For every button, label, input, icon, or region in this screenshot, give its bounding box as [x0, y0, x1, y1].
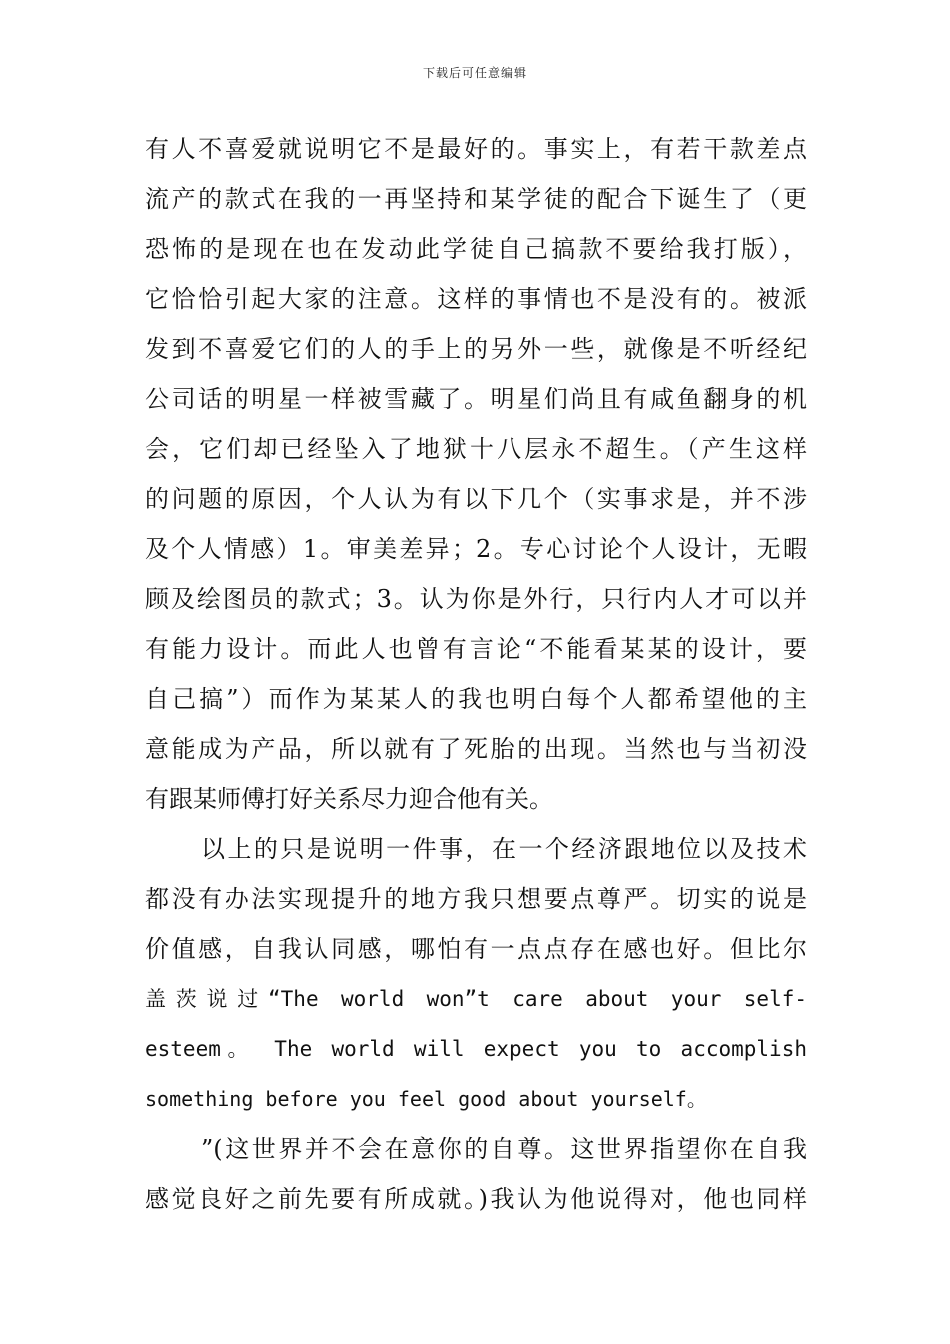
text-line: 价值感，自我认同感，哪怕有一点点存在感也好。但比尔	[145, 935, 807, 963]
text-line: 感觉良好之前先要有所成就。)我认为他说得对，他也同样	[145, 1185, 807, 1213]
text-line: ”(这世界并不会在意你的自尊。这世界指望你在自我	[201, 1135, 807, 1163]
text-line: 有能力设计。而此人也曾有言论“不能看某某的设计，要	[145, 635, 807, 663]
text-line: 它恰恰引起大家的注意。这样的事情也不是没有的。被派	[145, 285, 807, 313]
text-line: something before you feel good about yourself。	[145, 1087, 707, 1111]
text-line: 意能成为产品，所以就有了死胎的出现。当然也与当初没	[145, 735, 807, 763]
paragraph-1	[145, 124, 807, 824]
text-line: 公司话的明星一样被雪藏了。明星们尚且有咸鱼翻身的机	[145, 385, 807, 413]
text-line: 有跟某师傅打好关系尽力迎合他有关。	[145, 785, 553, 813]
text-line: 顾及绘图员的款式；3。认为你是外行，只行内人才可以并	[145, 585, 807, 613]
text-line: 盖茨说过“The world won”t care about your self-	[145, 987, 807, 1011]
page-header: 下载后可任意编辑	[422, 66, 527, 80]
text-line: 有人不喜爱就说明它不是最好的。事实上，有若干款差点	[145, 135, 807, 163]
text-line: 流产的款式在我的一再坚持和某学徒的配合下诞生了（更	[145, 185, 807, 213]
text-line: 以上的只是说明一件事，在一个经济跟地位以及技术	[201, 835, 807, 863]
text-line: 发到不喜爱它们的人的手上的另外一些，就像是不听经纪	[145, 335, 807, 363]
text-line: 的问题的原因，个人认为有以下几个（实事求是，并不涉	[145, 485, 807, 513]
paragraph-3	[145, 1124, 807, 1224]
text-line: 恐怖的是现在也在发动此学徒自己搞款不要给我打版），	[145, 235, 807, 263]
paragraph-2	[145, 824, 807, 1124]
text-line: 及个人情感）1。审美差异；2。专心讨论个人设计，无暇	[145, 535, 807, 563]
text-line: 都没有办法实现提升的地方我只想要点尊严。切实的说是	[145, 885, 807, 913]
text-line: 会，它们却已经坠入了地狱十八层永不超生。（产生这样	[145, 435, 807, 463]
text-line: 自己搞”）而作为某某人的我也明白每个人都希望他的主	[145, 685, 807, 713]
text-line: esteem。 The world will expect you to accomplish	[145, 1037, 807, 1061]
document-body	[145, 124, 807, 1224]
